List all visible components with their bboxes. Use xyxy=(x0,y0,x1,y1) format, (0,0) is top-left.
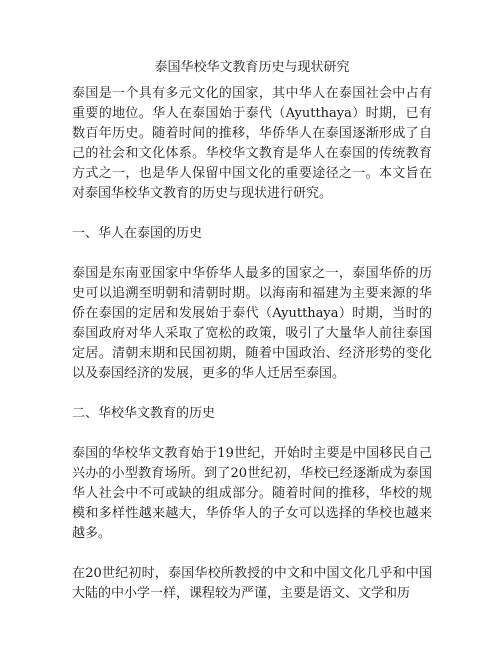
spacer xyxy=(72,424,432,444)
intro-paragraph: 泰国是一个具有多元文化的国家，其中华人在泰国社会中占有重要的地位。华人在泰国始于泰代（Ayutthaya）时期，已有数百年历史。随着时间的推移，华侨华人在泰国逐渐形成了自己的社会和文化体系。华校华文教育是华人在泰国的传统教育方式之一，也是华人保留中国文化的重要途径之一。本文旨在对泰国华校华文教育的历史与现状进行研究。 xyxy=(72,86,432,201)
section-heading-1: 一、华人在泰国的历史 xyxy=(72,226,203,241)
spacer xyxy=(72,244,432,264)
section-heading-2: 二、华校华文教育的历史 xyxy=(72,406,216,421)
spacer xyxy=(72,384,432,404)
document-page xyxy=(72,58,432,604)
section-1-paragraph-1: 泰国是东南亚国家中华侨华人最多的国家之一，泰国华侨的历史可以追溯至明朝和清朝时期。以海南和福建为主要来源的华侨在泰国的定居和发展始于泰代（Ayutthaya）时期，当时的泰国政府对华人采取了宽松的政策，吸引了大量华人前往泰国定居。清朝末期和民国初期，随着中国政治、经济形势的变化以及泰国经济的发展，更多的华人迁居至泰国。 xyxy=(72,266,432,381)
spacer xyxy=(72,204,432,224)
spacer xyxy=(72,544,432,564)
section-2-paragraph-2: 在20世纪初时，泰国华校所教授的中文和中国文化几乎和中国大陆的中小学一样，课程较为严谨，主要是语文、文学和历 xyxy=(72,566,432,601)
section-2-paragraph-1: 泰国的华校华文教育始于19世纪，开始时主要是中国移民自己兴办的小型教育场所。到了20世纪初，华校已经逐渐成为泰国华人社会中不可或缺的组成部分。随着时间的推移，华校的规模和多样性越来越大，华侨华人的子女可以选择的华校也越来越多。 xyxy=(72,446,432,541)
document-title: 泰国华校华文教育历史与现状研究 xyxy=(154,60,350,75)
